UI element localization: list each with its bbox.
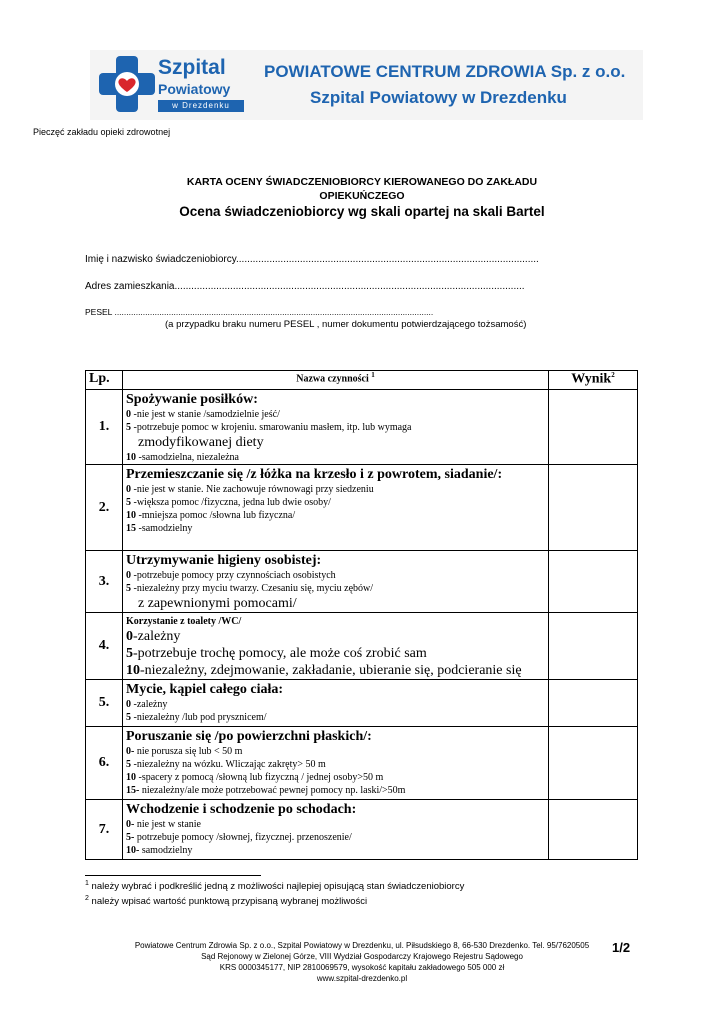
activity-cell: [123, 551, 549, 613]
score-option-continued: z zapewnionymi pomocami/: [138, 596, 297, 611]
result-cell[interactable]: [549, 465, 638, 551]
score-option: 5 -niezależny /lub pod prysznicem/: [126, 712, 267, 723]
activity-cell: [123, 800, 549, 860]
score-option: 0 -nie jest w stanie. Nie zachowuje równowagi przy siedzeniu: [126, 484, 374, 495]
result-cell[interactable]: [549, 390, 638, 465]
row-number: 3.: [86, 551, 123, 613]
activity-cell: [123, 465, 549, 551]
score-option: 0 -zależny: [126, 699, 168, 710]
score-option: 0 -nie jest w stanie /samodzielnie jeść/: [126, 409, 280, 420]
row-number: 2.: [86, 465, 123, 551]
result-cell[interactable]: [549, 613, 638, 680]
score-option-continued: zmodyfikowanej diety: [138, 435, 264, 450]
row-number: 7.: [86, 800, 123, 860]
activity-title: Poruszanie się /po powierzchni płaskich/:: [126, 729, 372, 744]
activity-title: Mycie, kąpiel całego ciała:: [126, 682, 284, 697]
result-cell[interactable]: [549, 727, 638, 800]
logo-text-powiatowy: Powiatowy: [158, 81, 231, 97]
score-option: 10 -mniejsza pomoc /słowna lub fizyczna/: [126, 510, 296, 521]
column-header-result: Wynik$^2$: [549, 371, 638, 390]
score-option: 5 -potrzebuje pomoc w krojeniu. smarowaniu masłem, itp. lub wymaga: [126, 422, 412, 433]
score-option: 5 -większa pomoc /fizyczna, jedna lub dwie osoby/: [126, 497, 331, 508]
score-option: 15- niezależny/ale może potrzebować pewnej pomocy np. laski/>50m: [126, 785, 406, 796]
result-cell[interactable]: [549, 800, 638, 860]
score-option: 5 -niezależny na wózku. Wliczając zakręty> 50 m: [126, 759, 326, 770]
name-field[interactable]: Imię i nazwisko świadczeniobiorcy.............................................................................................................: [85, 254, 539, 265]
pesel-note: (a przypadku braku numeru PESEL , numer dokumentu potwierdzającego tożsamość): [165, 319, 527, 330]
row-number: 5.: [86, 680, 123, 727]
page-number: 1/2: [612, 940, 631, 955]
header-organization-name: POWIATOWE CENTRUM ZDROWIA Sp. z o.o.: [264, 62, 626, 81]
row-number: 4.: [86, 613, 123, 680]
score-option: 15 -samodzielny: [126, 523, 193, 534]
document-subtitle: Ocena świadczeniobiorcy wg skali opartej na skali Bartel: [179, 204, 545, 219]
document-title-line1: KARTA OCENY ŚWIADCZENIOBIORCY KIEROWANEGO DO ZAKŁADU: [186, 176, 538, 188]
activity-title: Spożywanie posiłków:: [126, 392, 258, 407]
row-number: 1.: [86, 390, 123, 465]
column-header-activity: Nazwa czynności $^1$: [123, 371, 549, 390]
score-option: 0 -potrzebuje pomocy przy czynnościach osobistych: [126, 570, 336, 581]
score-option: 10 -spacery z pomocą /słowną lub fizyczną / jednej osoby>50 m: [126, 772, 384, 783]
table-row: [86, 465, 638, 551]
footer-court: Sąd Rejonowy w Zielonej Górze, VIII Wydział Gospodarczy Krajowego Rejestru Sądowego: [201, 952, 523, 961]
activity-cell: [123, 727, 549, 800]
score-option: 0- nie porusza się lub < 50 m: [126, 746, 243, 757]
footnote-2: $^2$ należy wpisać wartość punktową przypisaną wybranej możliwości: [85, 895, 368, 908]
footer-registration: KRS 0000345177, NIP 2810069579, wysokość kapitału zakładowego 505 000 zł: [219, 963, 505, 972]
stamp-label: Pieczęć zakładu opieki zdrowotnej: [33, 127, 171, 137]
bartel-scale-table: [85, 370, 638, 860]
logo-text-szpital: Szpital: [158, 56, 226, 79]
table-header-row: [86, 371, 638, 390]
column-header-lp: Lp.: [86, 371, 123, 390]
score-option: 10- samodzielny: [126, 845, 193, 856]
medical-cross-heart-icon: [96, 54, 158, 114]
activity-title: Korzystanie z toalety /WC/: [126, 616, 242, 627]
activity-title: Utrzymywanie higieny osobistej:: [126, 553, 322, 568]
footnote-1: $^1$ należy wybrać i podkreślić jedną z możliwości najlepiej opisującą stan świadczeniobiorcy: [85, 880, 465, 893]
row-number: 6.: [86, 727, 123, 800]
score-option: 10-niezależny, zdejmowanie, zakładanie, ubieranie się, podcieranie się: [126, 663, 522, 678]
table-row: [86, 390, 638, 465]
activity-cell: [123, 390, 549, 465]
address-field[interactable]: Adres zamieszkania..............................................................................................................................: [85, 281, 525, 292]
logo-text-location: w Drezdenku: [158, 100, 244, 112]
footnote-divider: [85, 875, 261, 876]
header-hospital-name: Szpital Powiatowy w Drezdenku: [310, 88, 567, 107]
footer-address: Powiatowe Centrum Zdrowia Sp. z o.o., Szpital Powiatowy w Drezdenku, ul. Piłsudskiego 8, 66-530 Drezdenko. Tel. 95/7620505: [134, 941, 590, 950]
score-option: 5-potrzebuje trochę pomocy, ale może coś zrobić sam: [126, 646, 427, 661]
activity-title: Przemieszczanie się /z łóżka na krzesło i z powrotem, siadanie/:: [126, 467, 503, 482]
activity-cell: [123, 613, 549, 680]
table-row: [86, 800, 638, 860]
hospital-logo: [96, 54, 246, 114]
table-row: [86, 551, 638, 613]
result-cell[interactable]: [549, 680, 638, 727]
score-option: 0-zależny: [126, 629, 181, 644]
result-cell[interactable]: [549, 551, 638, 613]
score-option: 5- potrzebuje pomocy /słownej, fizycznej. przenoszenie/: [126, 832, 352, 843]
table-row: [86, 727, 638, 800]
footer-website[interactable]: www.szpital-drezdenko.pl: [316, 974, 408, 983]
activity-title: Wchodzenie i schodzenie po schodach:: [126, 802, 357, 817]
document-title-line2: OPIEKUŃCZEGO: [319, 190, 405, 202]
table-row: [86, 613, 638, 680]
table-row: [86, 680, 638, 727]
score-option: 10 -samodzielna, niezależna: [126, 452, 239, 463]
pesel-field[interactable]: PESEL .......................................................................................................................................: [85, 307, 434, 317]
activity-cell: [123, 680, 549, 727]
score-option: 0- nie jest w stanie: [126, 819, 201, 830]
score-option: 5 -niezależny przy myciu twarzy. Czesaniu się, myciu zębów/: [126, 583, 374, 594]
